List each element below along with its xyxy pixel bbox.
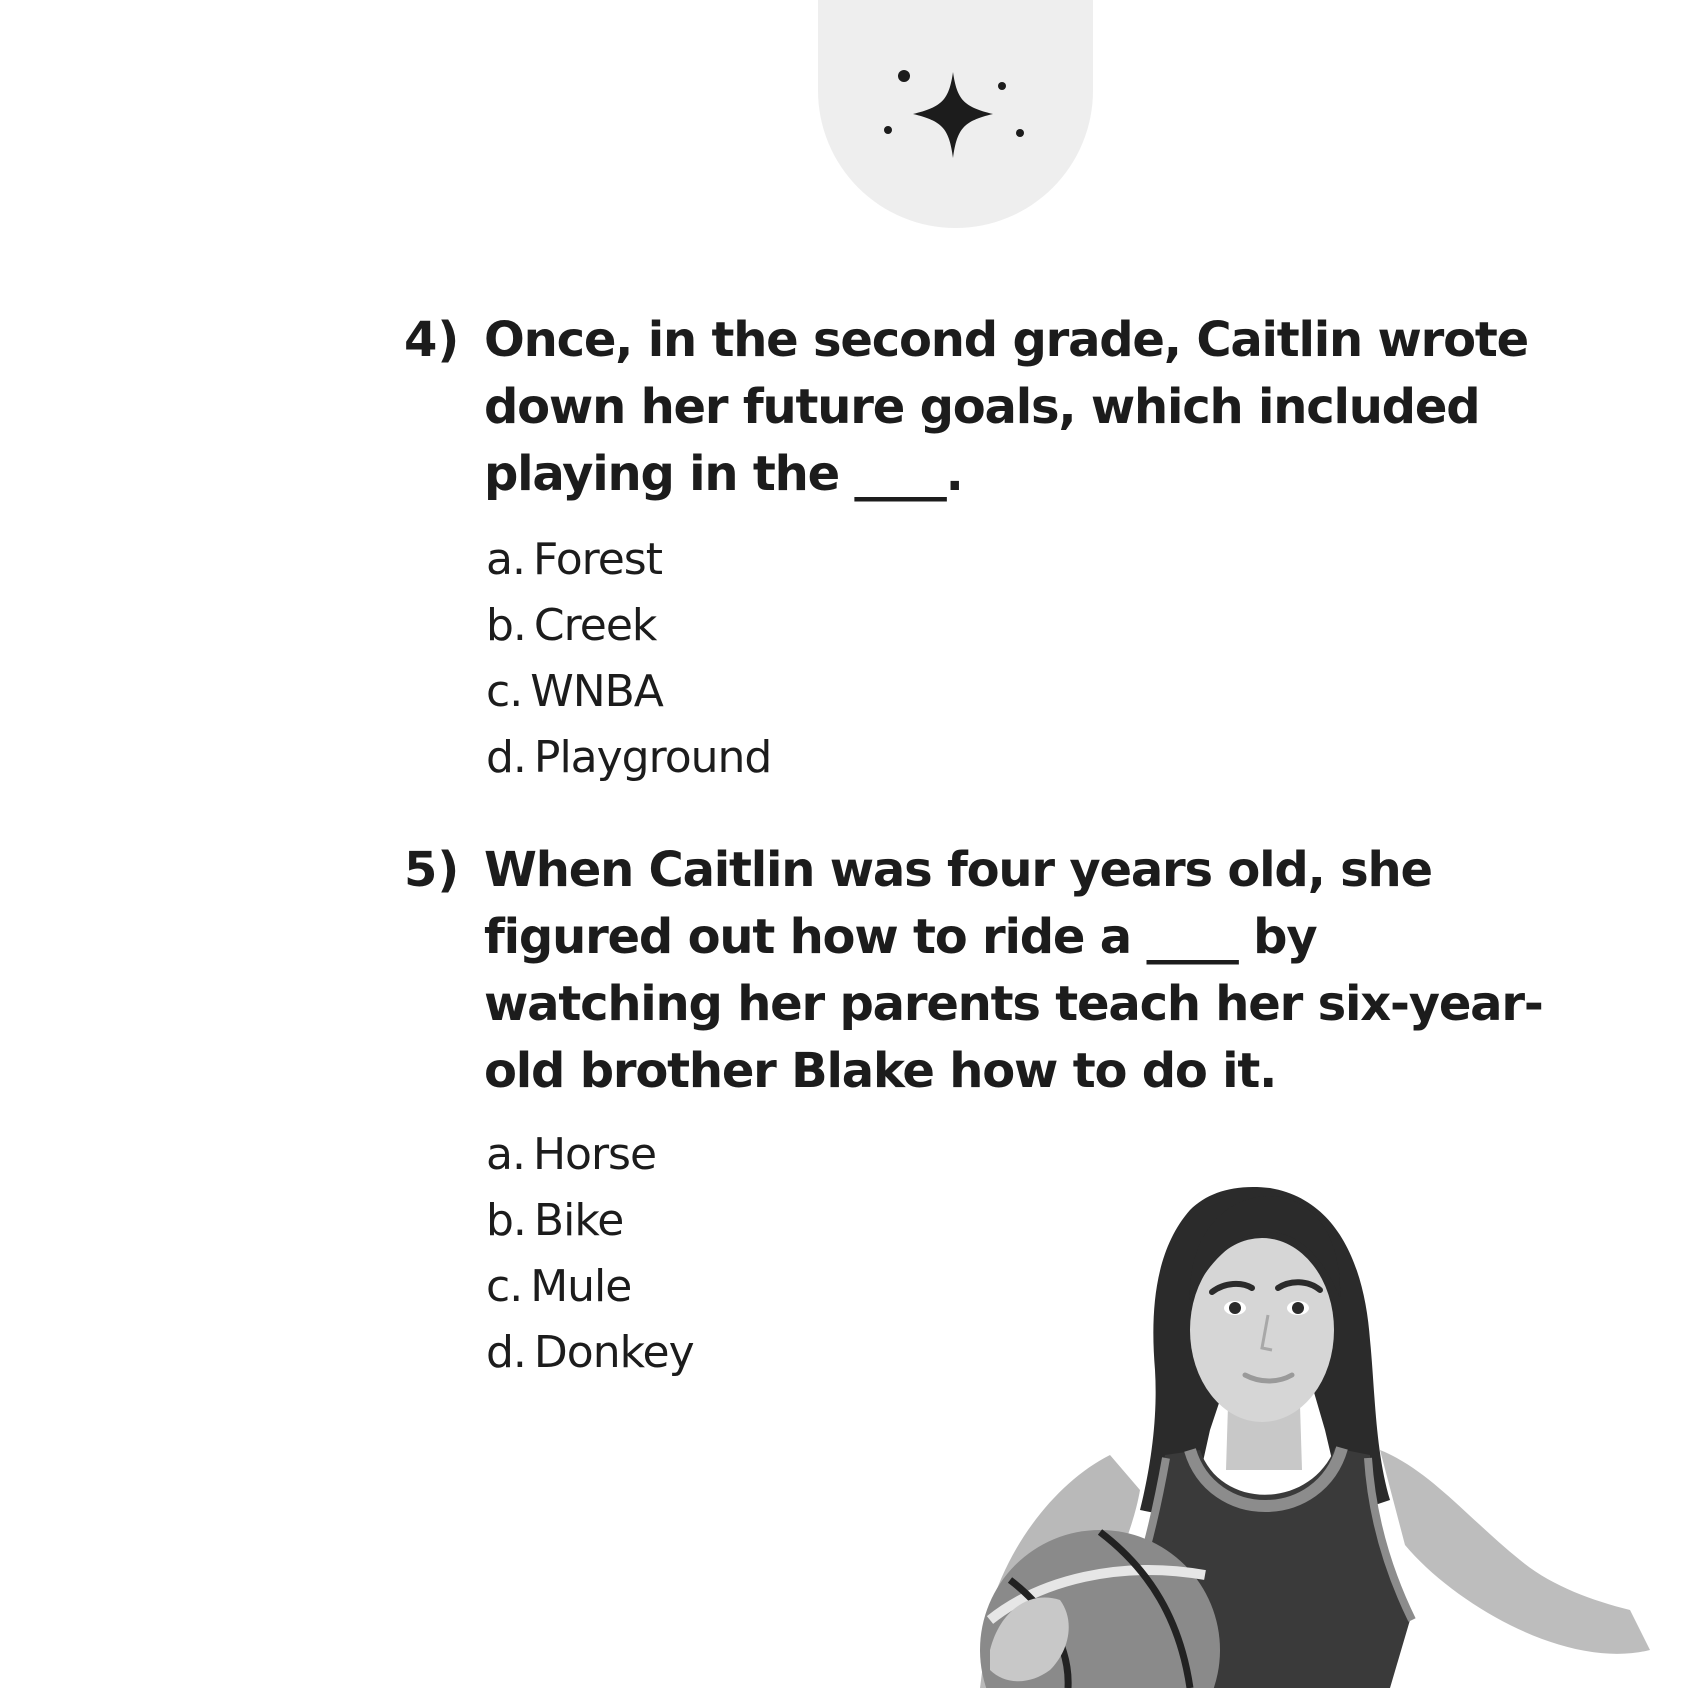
- option-label: Forest: [532, 534, 662, 585]
- option-label: WNBA: [530, 666, 663, 717]
- option-a[interactable]: [486, 527, 771, 593]
- option-label: Mule: [530, 1261, 632, 1312]
- question-number: 4): [404, 312, 460, 368]
- option-b[interactable]: [486, 593, 771, 659]
- top-tab-decoration: [818, 0, 1093, 228]
- option-letter: c.: [486, 666, 523, 717]
- option-letter: c.: [486, 1261, 523, 1312]
- answer-options: [486, 527, 771, 791]
- basketball-player-illustration: [950, 1180, 1688, 1688]
- option-label: Bike: [533, 1195, 624, 1246]
- option-label: Creek: [533, 600, 657, 651]
- question-number: 5): [404, 842, 460, 898]
- option-letter: d.: [486, 732, 526, 783]
- question-text: When Caitlin was four years old, she figured out how to ride a ____ by watching her parents teach her six-year-old brother Blake how to do it.: [484, 842, 1543, 1099]
- option-d[interactable]: [486, 1320, 694, 1386]
- option-c[interactable]: [486, 1254, 694, 1320]
- question-text: Once, in the second grade, Caitlin wrote down her future goals, which included playing in the ____.: [484, 312, 1529, 502]
- sparkle-icon: [818, 0, 1093, 228]
- face: [1190, 1238, 1334, 1422]
- answer-options: [486, 1122, 694, 1386]
- option-a[interactable]: [486, 1122, 694, 1188]
- option-label: Donkey: [533, 1327, 694, 1378]
- option-letter: a.: [486, 534, 525, 585]
- option-letter: b.: [486, 1195, 526, 1246]
- option-d[interactable]: [486, 725, 771, 791]
- option-label: Horse: [532, 1129, 657, 1180]
- option-letter: b.: [486, 600, 526, 651]
- option-c[interactable]: [486, 659, 771, 725]
- option-letter: a.: [486, 1129, 525, 1180]
- option-b[interactable]: [486, 1188, 694, 1254]
- option-label: Playground: [533, 732, 772, 783]
- right-arm: [1380, 1450, 1650, 1654]
- option-letter: d.: [486, 1327, 526, 1378]
